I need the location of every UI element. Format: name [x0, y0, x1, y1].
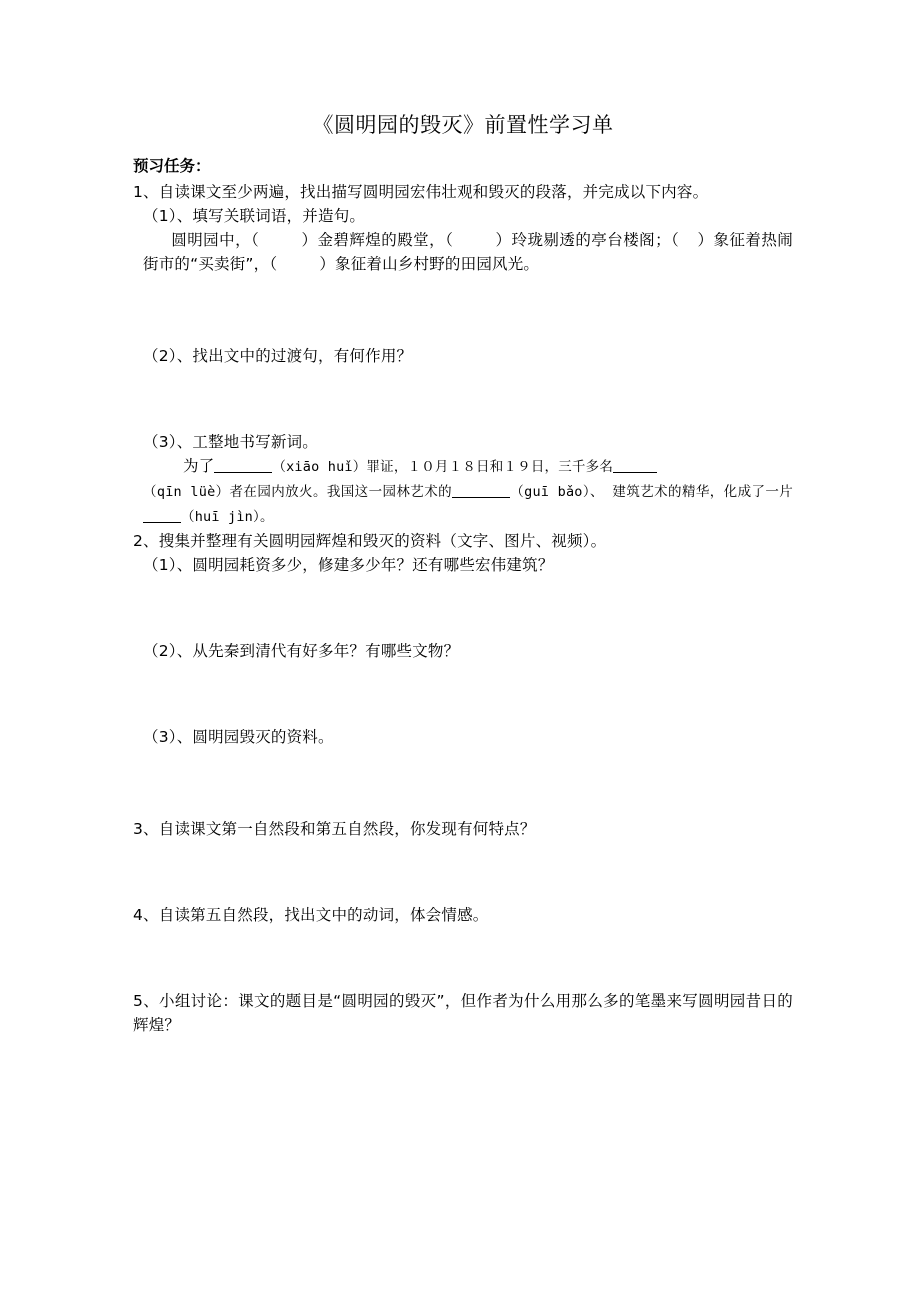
page-title-text: 《圆明园的毁灭》前置性学习单: [312, 113, 614, 137]
q1-1-fragment-d: ）象征着热闹街市的“买卖街”，（: [143, 231, 793, 273]
q1-1-fragment-e: ）象征着山乡村野的田园风光。: [319, 255, 540, 273]
question-3: 3、自读课文第一自然段和第五自然段，你发现有何特点？: [133, 820, 536, 838]
fill-blank-4[interactable]: [143, 508, 181, 523]
question-2-3: （3）、圆明园毁灭的资料。: [143, 728, 334, 746]
fill-blank-1[interactable]: [214, 458, 272, 473]
q1-3-fragment-b: （xiāo huǐ）罪证，１０月１８日和１９日，三千多名: [272, 459, 614, 475]
question-1: 1、自读课文至少两遍，找出描写圆明园宏伟壮观和毁灭的段落，并完成以下内容。: [133, 183, 709, 201]
answer-space-1-1: [133, 276, 793, 344]
question-1-2: （2）、找出文中的过渡句，有何作用？: [143, 347, 413, 365]
question-1-1: （1）、填写关联词语，并造句。: [143, 207, 366, 225]
answer-space-1-2: [133, 368, 793, 430]
answer-space-2-1: [133, 577, 793, 639]
question-1-1-body: [133, 228, 793, 276]
answer-space-2-2: [133, 663, 793, 725]
question-1-3: （3）、工整地书写新词。: [143, 433, 319, 451]
fill-blank-2[interactable]: [613, 458, 657, 473]
answer-space-4: [133, 927, 793, 989]
document-body: [133, 110, 793, 1037]
question-1-3-body: [133, 454, 793, 529]
question-2-2: （2）、从先秦到清代有好多年？有哪些文物？: [143, 642, 460, 660]
answer-space-2-3: [133, 749, 793, 817]
question-2: 2、搜集并整理有关圆明园辉煌和毁灭的资料（文字、图片、视频）。: [133, 532, 607, 550]
q1-3-fragment-a: 为了: [183, 457, 215, 475]
question-5: 5、小组讨论：课文的题目是“圆明园的毁灭”，但作者为什么用那么多的笔墨来写圆明园昔日的辉煌？: [133, 992, 793, 1034]
section-heading: 预习任务：: [133, 157, 211, 175]
q1-3-fragment-e: （huī jìn）。: [181, 509, 274, 525]
q1-3-fragment-d: （guī bǎo）、 建筑艺术的精华，化成了一片: [510, 484, 793, 500]
fill-blank-3[interactable]: [452, 483, 510, 498]
question-4: 4、自读第五自然段，找出文中的动词，体会情感。: [133, 906, 489, 924]
q1-1-fragment-b: ）金碧辉煌的殿堂，（: [301, 231, 454, 249]
answer-space-3: [133, 841, 793, 903]
q1-1-fragment-a: 圆明园中，（: [171, 231, 260, 249]
question-2-1: （1）、圆明园耗资多少，修建多少年？还有哪些宏伟建筑？: [143, 556, 554, 574]
page-title: [133, 110, 793, 140]
q1-3-fragment-c: （qīn lüè）者在园内放火。我国这一园林艺术的: [143, 484, 453, 500]
q1-1-fragment-c: ）玲珑剔透的亭台楼阁；（: [495, 231, 680, 249]
